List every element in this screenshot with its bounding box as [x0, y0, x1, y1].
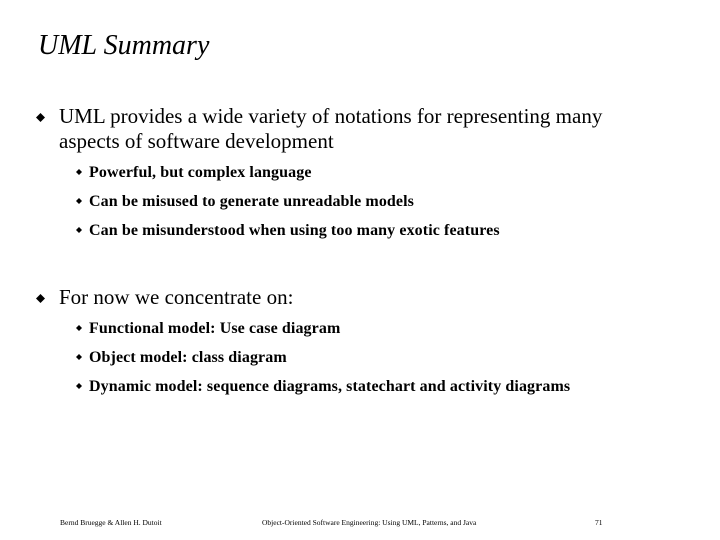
footer-book-title: Object-Oriented Software Engineering: Using UML, Patterns, and Java [262, 518, 477, 527]
small-diamond-bullet-icon [76, 227, 82, 233]
small-diamond-bullet-icon [76, 169, 82, 175]
subbullet-text: Functional model: Use case diagram [89, 320, 341, 337]
small-diamond-bullet-icon [76, 354, 82, 360]
footer-authors: Bernd Bruegge & Allen H. Dutoit [60, 518, 162, 527]
subbullet-text: Object model: class diagram [89, 349, 287, 366]
small-diamond-bullet-icon [76, 198, 82, 204]
footer-page-number: 71 [595, 518, 603, 527]
subbullet-text: Dynamic model: sequence diagrams, statechart and activity diagrams [89, 378, 571, 395]
bullet-text: For now we concentrate on: [59, 285, 294, 309]
bullet-text: UML provides a wide variety of notations for representing many aspects of software development [59, 104, 603, 153]
subbullet-text: Powerful, but complex language [89, 164, 312, 181]
slide-title: UML Summary [38, 30, 210, 61]
small-diamond-bullet-icon [76, 383, 82, 389]
diamond-bullet-icon [36, 113, 45, 122]
subbullet-text: Can be misused to generate unreadable models [89, 193, 414, 210]
subbullet-text: Can be misunderstood when using too many exotic features [89, 222, 500, 239]
small-diamond-bullet-icon [76, 325, 82, 331]
diamond-bullet-icon [36, 294, 45, 303]
